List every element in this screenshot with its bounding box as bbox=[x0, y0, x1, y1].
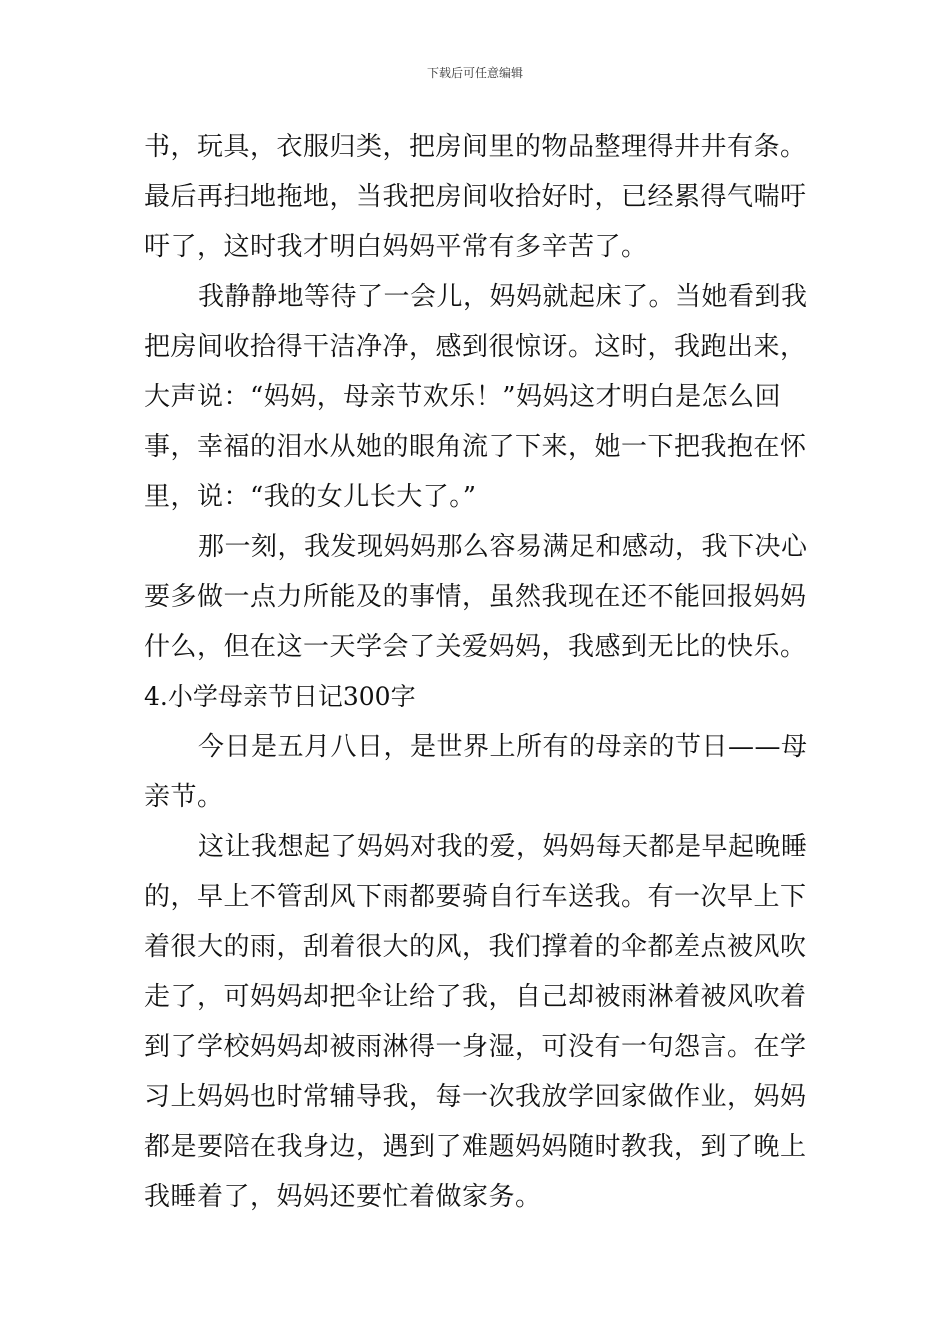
text-line: 今日是五月八日，是世界上所有的母亲的节日——母 bbox=[198, 732, 808, 762]
text-line: 事，幸福的泪水从她的眼角流了下来，她一下把我抱在怀 bbox=[144, 432, 807, 462]
paragraph bbox=[144, 122, 810, 272]
text-line: 把房间收拾得干洁净净，感到很惊讶。这时，我跑出来， bbox=[144, 332, 807, 362]
text-line: 要多做一点力所能及的事情，虽然我现在还不能回报妈妈 bbox=[144, 582, 807, 612]
text-line: 里，说：“我的女儿长大了。” bbox=[144, 482, 477, 512]
text-line: 着很大的雨，刮着很大的风，我们撑着的伞都差点被风吹 bbox=[144, 932, 807, 962]
text-line: 我睡着了，妈妈还要忙着做家务。 bbox=[144, 1182, 542, 1212]
text-line: 书，玩具，衣服归类，把房间里的物品整理得井井有条。 bbox=[144, 132, 807, 162]
document-body bbox=[144, 122, 810, 1222]
text-line: 什么，但在这一天学会了关爱妈妈，我感到无比的快乐。 bbox=[144, 632, 807, 662]
paragraph bbox=[144, 522, 810, 672]
text-line: 到了学校妈妈却被雨淋得一身湿，可没有一句怨言。在学 bbox=[144, 1032, 807, 1062]
paragraph bbox=[144, 822, 810, 1222]
text-line: 走了，可妈妈却把伞让给了我，自己却被雨淋着被风吹着 bbox=[144, 982, 807, 1012]
page-header: 下载后可任意编辑 bbox=[426, 66, 523, 80]
text-line: 我静静地等待了一会儿，妈妈就起床了。当她看到我 bbox=[198, 282, 808, 312]
text-line: 亲节。 bbox=[144, 782, 224, 812]
paragraph bbox=[144, 272, 810, 522]
text-line: 那一刻，我发现妈妈那么容易满足和感动，我下决心 bbox=[198, 532, 808, 562]
text-line: 吁了，这时我才明白妈妈平常有多辛苦了。 bbox=[144, 232, 648, 262]
text-line: 的，早上不管刮风下雨都要骑自行车送我。有一次早上下 bbox=[144, 882, 807, 912]
text-line: 大声说：“妈妈，母亲节欢乐！”妈妈这才明白是怎么回 bbox=[144, 382, 782, 412]
section-heading: 4.小学母亲节日记300字 bbox=[144, 682, 416, 711]
text-line: 习上妈妈也时常辅导我，每一次我放学回家做作业，妈妈 bbox=[144, 1082, 807, 1112]
paragraph bbox=[144, 722, 810, 822]
text-line: 都是要陪在我身边，遇到了难题妈妈随时教我，到了晚上 bbox=[144, 1132, 807, 1162]
text-line: 这让我想起了妈妈对我的爱，妈妈每天都是早起晚睡 bbox=[198, 832, 808, 862]
text-line: 最后再扫地拖地，当我把房间收拾好时，已经累得气喘吁 bbox=[144, 182, 807, 212]
